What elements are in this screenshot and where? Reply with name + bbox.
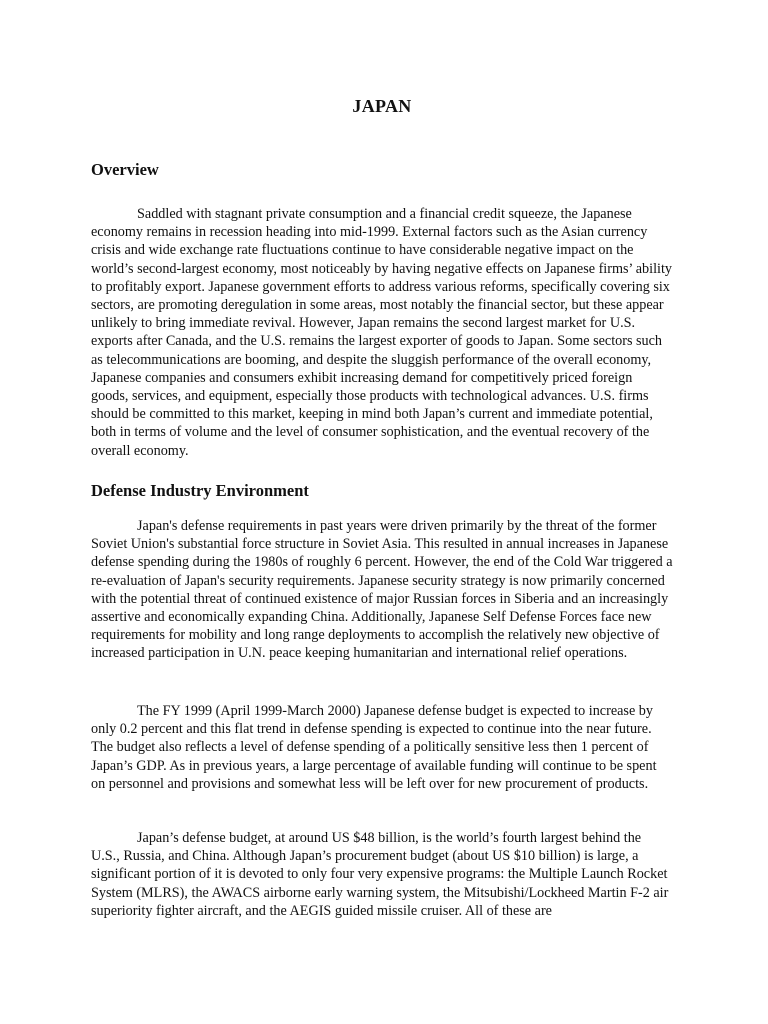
paragraph: Japan's defense requirements in past years were driven primarily by the threat of the former Soviet Union's substantial force structure in Soviet Asia. This resulted in annual increases in Japanese defense spending during the 1980s of roughly 6 percent. However, the end of the Cold War triggered a re-evaluation of Japan's security requirements. Japanese security strategy is now primarily concerned with the potential threat of continued existence of major Russian forces in Siberia and an increasingly assertive and economically expanding China. Additionally, Japanese Self Defense Forces face new requirements for mobility and long range deployments to accomplish the relatively new objective of increased participation in U.N. peace keeping humanitarian and international relief operations.: [91, 518, 673, 662]
section-heading-defense-industry: Defense Industry Environment: [91, 481, 309, 500]
paragraph: Saddled with stagnant private consumption and a financial credit squeeze, the Japanese economy remains in recession heading into mid-1999. External factors such as the Asian currency crisis and wide exchange rate fluctuations continue to have considerable negative impact on the world’s second-largest economy, most noticeably by having negative effects on Japanese firms’ ability to profitably export. Japanese government efforts to address various reforms, specifically covering six sectors, are promoting deregulation in some areas, most notably the financial sector, but these appear unlikely to bring immediate revival. However, Japan remains the second largest market for U.S. exports after Canada, and the U.S. remains the largest exporter of goods to Japan. Some sectors such as telecommunications are booming, and despite the sluggish performance of the overall economy, Japanese companies and consumers exhibit increasing demand for competitively priced foreign goods, services, and equipment, especially those products with technological advances. U.S. firms should be committed to this market, keeping in mind both Japan’s current and immediate potential, both in terms of volume and the level of consumer sophistication, and the eventual recovery of the overall economy.: [91, 206, 672, 459]
document-title: JAPAN: [352, 96, 412, 116]
paragraph: The FY 1999 (April 1999-March 2000) Japanese defense budget is expected to increase by only 0.2 percent and this flat trend in defense spending is expected to continue into the near future. The budget also reflects a level of defense spending of a politically sensitive less then 1 percent of Japan’s GDP. As in previous years, a large percentage of available funding will continue to be spent on personnel and provisions and somewhat less will be left over for new procurement of products.: [91, 703, 657, 792]
paragraph: Japan’s defense budget, at around US $48 billion, is the world’s fourth largest behind the U.S., Russia, and China. Although Japan’s procurement budget (about US $10 billion) is large, a significant portion of it is devoted to only four very expensive programs: the Multiple Launch Rocket System (MLRS), the AWACS airborne early warning system, the Mitsubishi/Lockheed Martin F-2 air superiority fighter aircraft, and the AEGIS guided missile cruiser. All of these are: [91, 830, 669, 919]
section-heading-overview: Overview: [91, 160, 159, 179]
